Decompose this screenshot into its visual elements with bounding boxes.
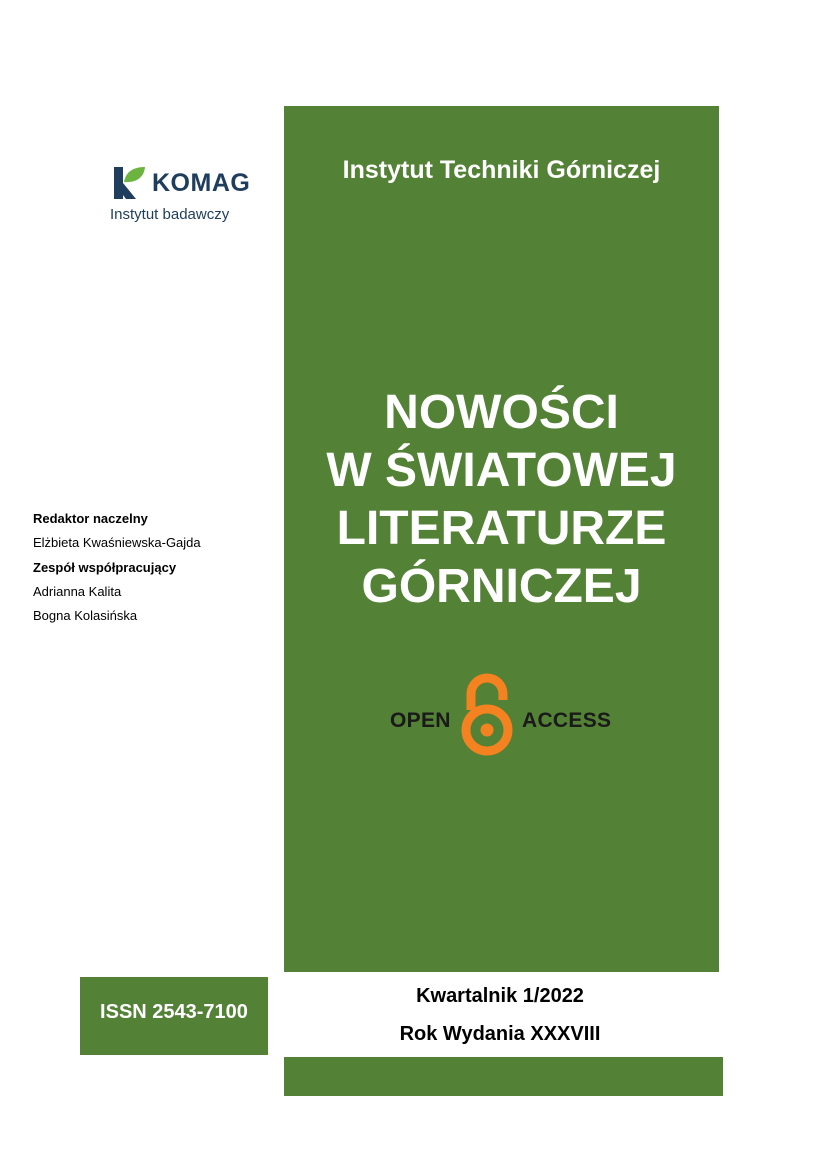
open-access-access-word: ACCESS	[522, 709, 612, 732]
bottom-bar	[284, 1057, 723, 1096]
open-access-logo	[388, 672, 618, 758]
open-access-lock-icon	[459, 672, 515, 758]
issn-number: ISSN 2543-7100	[100, 1001, 248, 1023]
team-member: Adrianna Kalita	[33, 583, 122, 599]
team-label: Zespół współpracujący	[33, 559, 177, 575]
komag-leaf-icon	[112, 165, 146, 201]
issn-box	[80, 977, 268, 1055]
issue-number: Kwartalnik 1/2022	[416, 985, 584, 1007]
institute-name: Instytut Techniki Górniczej	[342, 156, 661, 184]
komag-logo	[110, 163, 260, 229]
publication-title	[284, 384, 719, 616]
team-member: Bogna Kolasińska	[33, 608, 138, 624]
logo-name: KOMAG	[152, 169, 251, 197]
publication-year: Rok Wydania XXXVIII	[399, 1023, 601, 1045]
editorial-board	[33, 507, 201, 628]
title-line: W ŚWIATOWEJ	[326, 444, 677, 497]
open-access-open-word: OPEN	[390, 709, 451, 732]
logo-subtitle: Instytut badawczy	[110, 206, 230, 223]
editor-name: Elżbieta Kwaśniewska-Gajda	[33, 535, 201, 551]
title-line: LITERATURZE	[336, 502, 667, 555]
title-line: GÓRNICZEJ	[361, 560, 642, 613]
title-line: NOWOŚCI	[384, 386, 619, 439]
editor-label: Redaktor naczelny	[33, 511, 148, 526]
